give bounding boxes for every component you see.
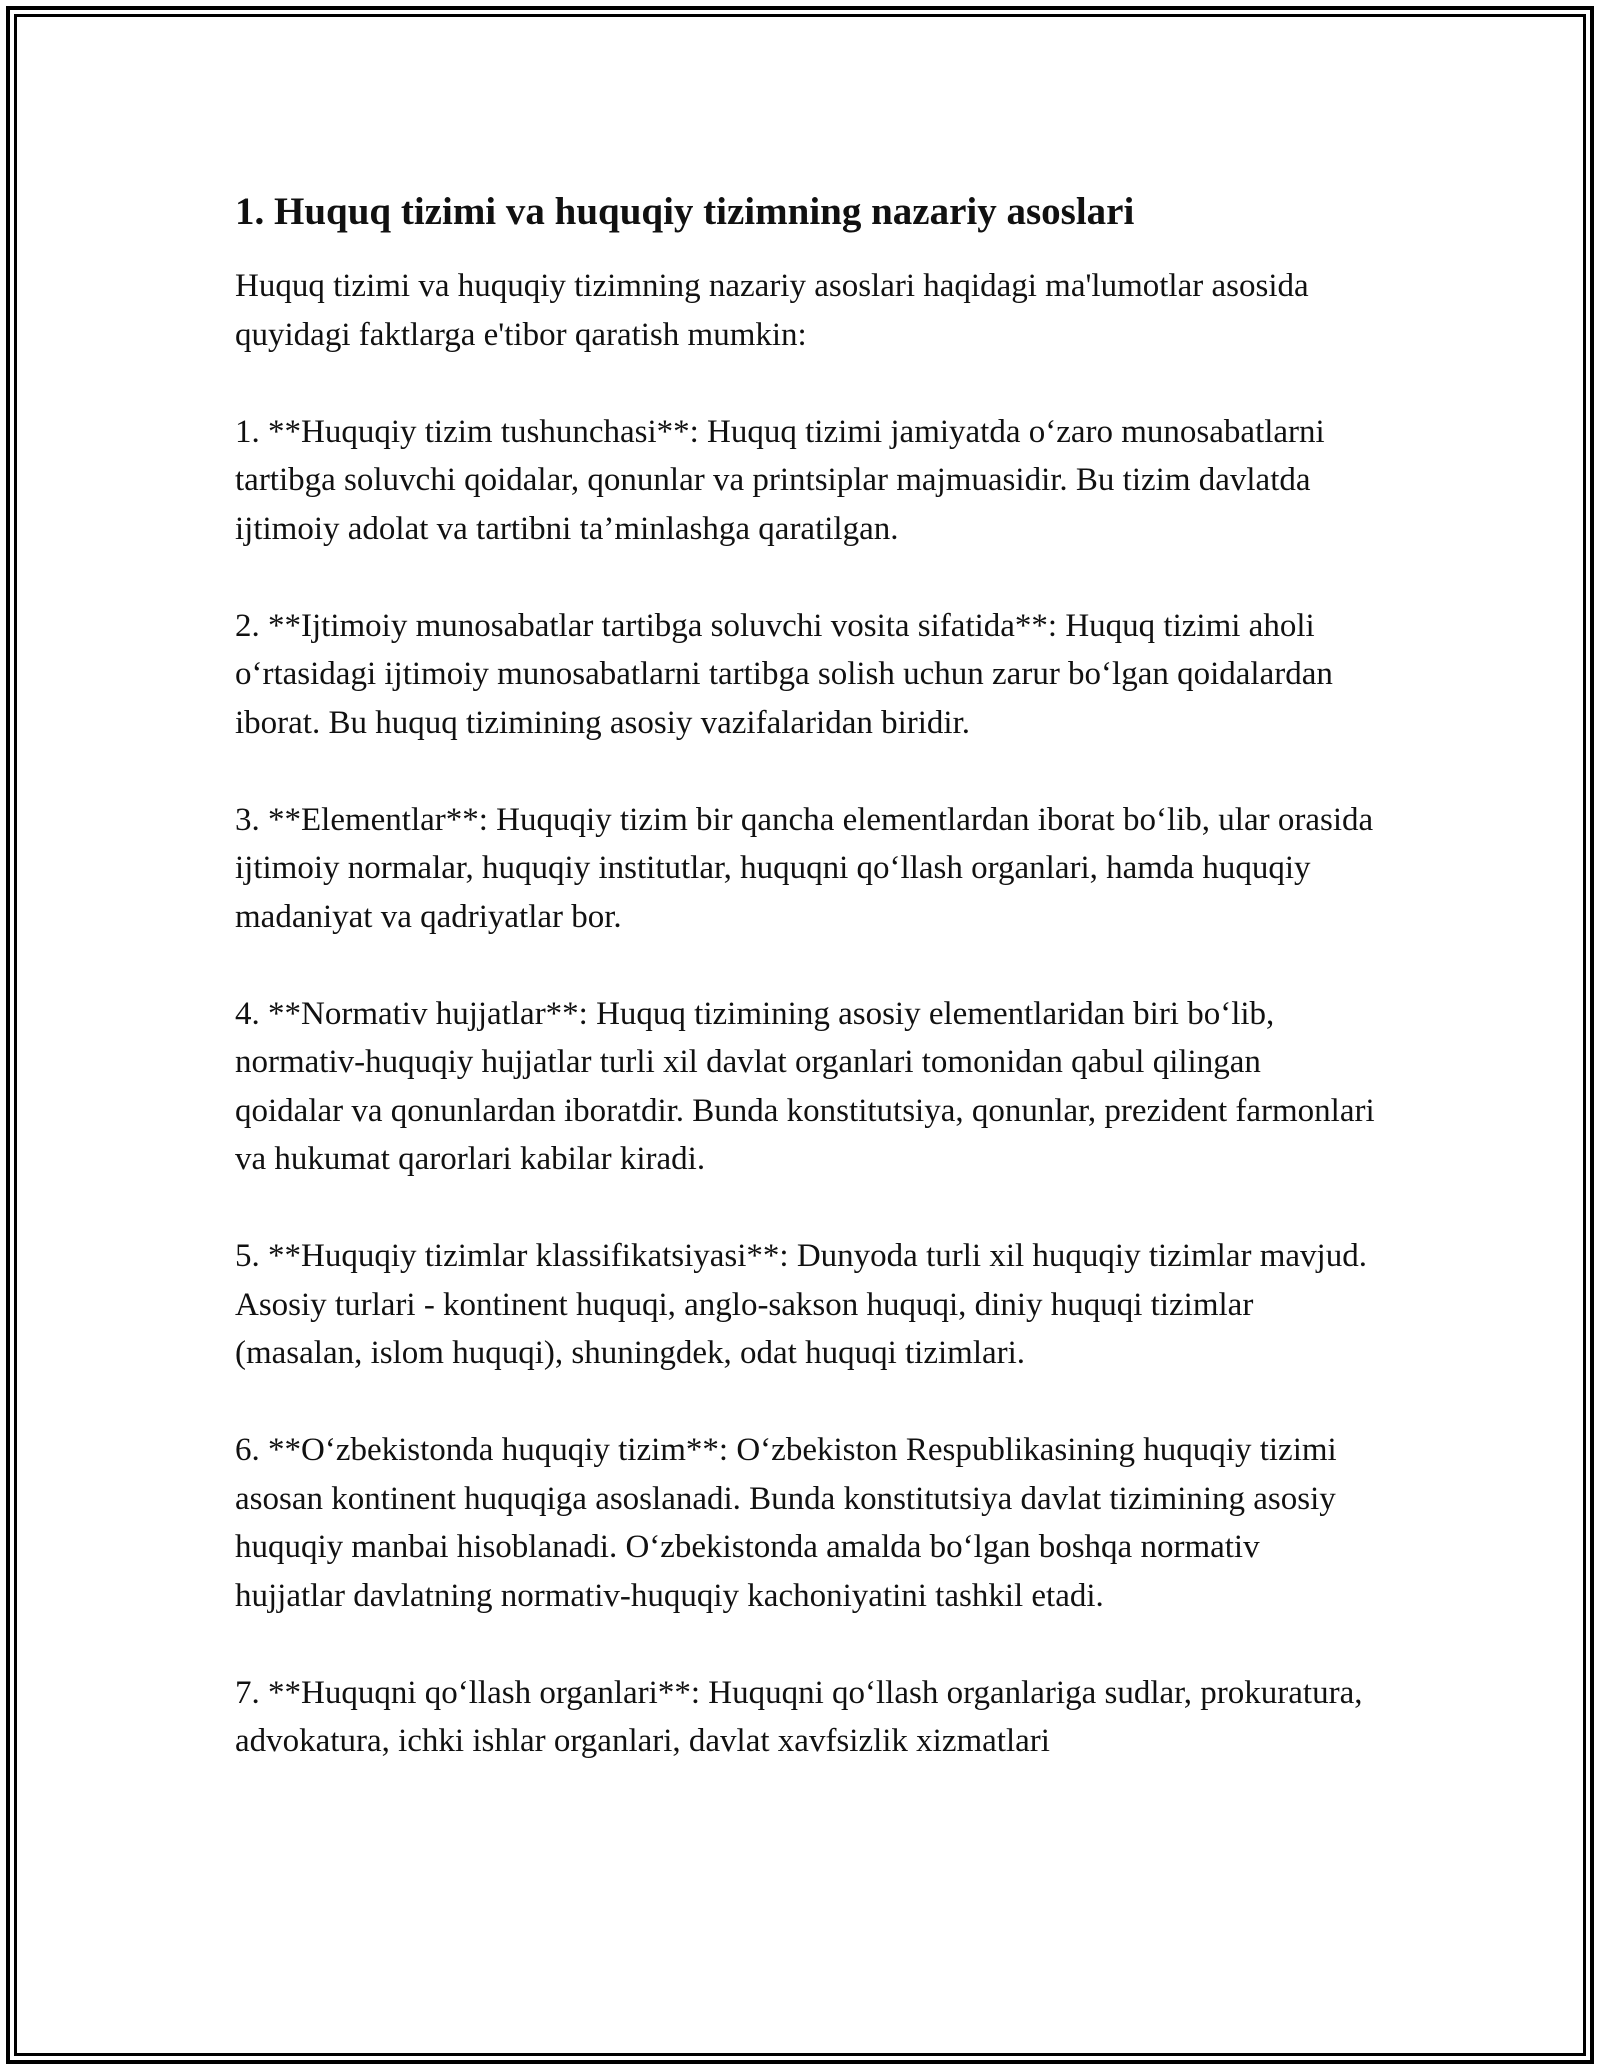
list-item: 3. **Elementlar**: Huquqiy tizim bir qancha elementlardan iborat bo‘lib, ular orasida ijtimoiy normalar, huquqiy institutlar, huquqni qo‘llash organlari, hamda huquqiy madaniyat va qadriyatlar bor. — [235, 801, 1374, 935]
list-item: 6. **O‘zbekistonda huquqiy tizim**: O‘zbekiston Respublikasining huquqiy tizimi asosan kontinent huquqiga asoslanadi. Bunda konstitutsiya davlat tizimining asosiy huquqiy manbai hisoblanadi. O‘zbekistonda amalda bo‘lgan boshqa normativ hujjatlar davlatning normativ-huquqiy kachoniyatini tashkil etadi. — [235, 1432, 1337, 1614]
intro-paragraph: Huquq tizimi va huquqiy tizimning nazariy asoslari haqidagi ma'lumotlar asosida quyidagi faktlarga e'tibor qaratish mumkin: — [235, 268, 1309, 353]
list-item: 4. **Normativ hujjatlar**: Huquq tizimining asosiy elementlaridan biri bo‘lib, normativ-huquqiy hujjatlar turli xil davlat organlari tomonidan qabul qilingan qoidalar va qonunlardan iboratdir. Bunda konstitutsiya, qonunlar, prezident farmonlari va hukumat qarorlari kabilar kiradi. — [235, 995, 1375, 1177]
list-item: 7. **Huquqni qo‘llash organlari**: Huquqni qo‘llash organlariga sudlar, prokuratura, advokatura, ichki ishlar organlari, davlat xavfsizlik xizmatlari — [235, 1674, 1363, 1759]
list-item: 1. **Huquqiy tizim tushunchasi**: Huquq tizimi jamiyatda o‘zaro munosabatlarni tartibga soluvchi qoidalar, qonunlar va printsiplar majmuasidir. Bu tizim davlatda ijtimoiy adolat va tartibni ta’minlashga qaratilgan. — [235, 413, 1325, 547]
document-title: 1. Huquq tizimi va huquqiy tizimning nazariy asoslari — [235, 190, 1135, 233]
list-item: 5. **Huquqiy tizimlar klassifikatsiyasi**: Dunyoda turli xil huquqiy tizimlar mavjud. Asosiy turlari - kontinent huquqi, anglo-sakson huquqi, diniy huquqi tizimlar (masalan, islom huquqi), shuningdek, odat huquqi tizimlari. — [235, 1238, 1367, 1371]
document-body — [235, 188, 1375, 1814]
list-item: 2. **Ijtimoiy munosabatlar tartibga soluvchi vosita sifatida**: Huquq tizimi aholi o‘rtasidagi ijtimoiy munosabatlarni tartibga solish uchun zarur bo‘lgan qoidalardan iborat. Bu huquq tizimining asosiy vazifalaridan biridir. — [235, 607, 1333, 741]
